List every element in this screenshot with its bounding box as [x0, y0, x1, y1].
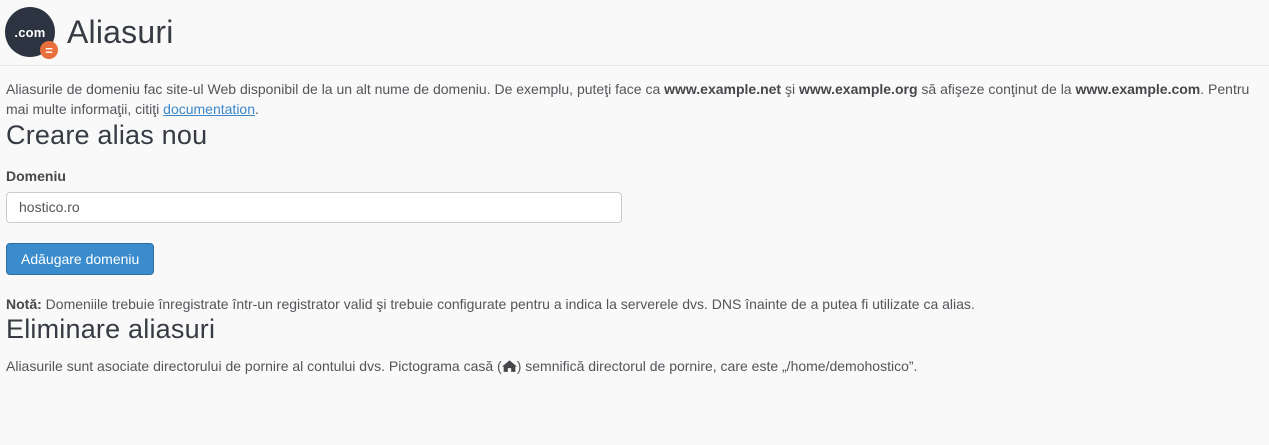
- remove-paragraph: [6, 356, 1263, 376]
- note-label: Notă:: [6, 295, 42, 312]
- intro-text: să afişeze conţinut de la: [917, 81, 1076, 97]
- page-content: [0, 79, 1269, 376]
- remove-text: Aliasurile sunt asociate directorului de pornire al contului dvs. Pictograma casă (: [6, 357, 502, 374]
- intro-text: şi: [781, 81, 799, 97]
- example-domain-net: www.example.net: [664, 81, 782, 97]
- page-title: Aliasuri: [67, 13, 174, 50]
- intro-text: . Pentru mai multe informaţii, citiţi: [6, 81, 1250, 118]
- note-paragraph: [6, 294, 1263, 314]
- domain-input[interactable]: [6, 192, 622, 223]
- add-domain-button[interactable]: Adăugare domeniu: [6, 243, 154, 275]
- home-icon: [502, 359, 517, 373]
- domain-field-label: Domeniu: [6, 167, 66, 184]
- page-header: [0, 0, 1269, 62]
- header-divider: [0, 65, 1269, 66]
- intro-text: .: [255, 101, 259, 118]
- intro-text: Aliasurile de domeniu fac site-ul Web disponibil de la un alt nume de domeniu. De exemplu, puteţi face ca: [6, 81, 665, 97]
- dot-com-icon: [5, 7, 55, 57]
- equals-badge-icon: =: [40, 41, 58, 59]
- example-domain-org: www.example.org: [798, 81, 918, 97]
- intro-paragraph: [6, 79, 1263, 120]
- note-text: Domeniile trebuie înregistrate într-un registrator valid şi trebuie configurate pentru a indica la serverele dvs. DNS înainte de a putea fi utilizate ca alias.: [41, 295, 975, 312]
- example-domain-com: www.example.com: [1075, 81, 1201, 97]
- create-alias-heading: Creare alias nou: [6, 119, 208, 150]
- remove-text: ) semnifică directorul de pornire, care este „/home/demohostico”.: [516, 357, 918, 374]
- remove-aliases-heading: Eliminare aliasuri: [6, 313, 216, 344]
- documentation-link[interactable]: documentation: [163, 101, 255, 118]
- dot-com-circle-icon: .com: [5, 7, 55, 57]
